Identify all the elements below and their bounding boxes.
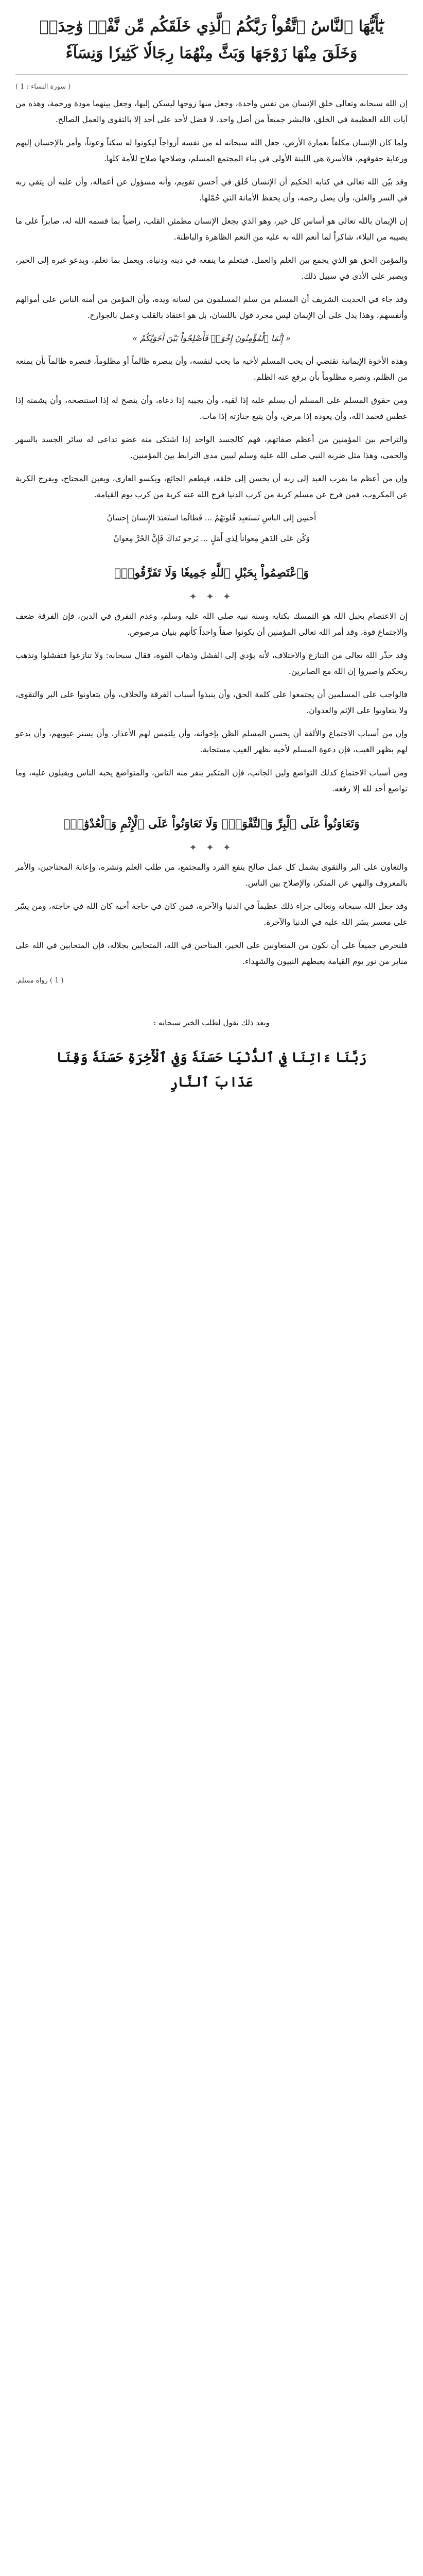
body-paragraph: وقد بيّن الله تعالى في كتابه الحكيم أن الإنسان خُلق في أحسن تقويم، وأنه مسؤول عن أعماله، وأن عليه أن يتقي ربه في السر والعلن، وأن يصل رحمه، وأن يحفظ الأمانة التي حُمّلها. xyxy=(15,177,408,202)
body-paragraph: وإن من أعظم ما يقرب العبد إلى ربه أن يحسن إلى خلقه، فيطعم الجائع، ويكسو العاري، ويعين المحتاج، ويفرج الكربة عن المكروب، فمن فرج عن مسلم كربة من كرب الدنيا فرج الله عنه كربة من كرب يوم القيامة. xyxy=(15,474,408,499)
opening-verse-banner: يَٰٓأَيُّهَا ٱلنَّاسُ ٱتَّقُواْ رَبَّكُمُ ٱلَّذِي خَلَقَكُم مِّن نَّفْسٖ وَٰحِدَةٖ وَخَلَقَ مِنْهَا زَوْجَهَا وَبَثَّ مِنْهُمَا رِجَالٗا كَثِيرٗا وَنِسَآءٗ xyxy=(15,10,408,75)
later-section xyxy=(15,608,408,797)
body-paragraph: وقد جعل الله سبحانه وتعالى جزاء ذلك عظيماً في الدنيا والآخرة، فمن كان في حاجة أخيه كان الله في حاجته، ومن يسّر على معسر يسّر الله عليه في الدنيا والآخرة. xyxy=(15,902,408,927)
body-paragraph: وقد حذّر الله تعالى من التنازع والاختلاف، لأنه يؤدي إلى الفشل وذهاب القوة، فقال سبحانه: ولا تنازعوا فتفشلوا وتذهب ريحكم واصبروا إن الله مع الصابرين. xyxy=(15,651,408,676)
closing-block xyxy=(15,1015,408,1095)
document-page xyxy=(15,10,408,2576)
closing-verse-banner: رَبَّنَا ءَاتِنَا فِي ٱلدُّنْيَا حَسَنَةٗ وَفِي ٱلْأٓخِرَةِ حَسَنَةٗ وَقِنَا عَذَابَ ٱلنَّارِ xyxy=(56,1050,367,1090)
body-paragraph: والتعاون على البر والتقوى يشمل كل عمل صالح ينفع الفرد والمجتمع، من طلب العلم ونشره، وإعانة المحتاجين، والأمر بالمعروف والنهي عن المنكر، والإصلاح بين الناس. xyxy=(15,862,408,888)
poem xyxy=(15,510,408,546)
section-one xyxy=(15,83,408,206)
quoted-verse: « إِنَّمَا ٱلْمُؤْمِنُونَ إِخْوَةٞ فَأَصْلِحُواْ بَيْنَ أَخَوَيْكُمْ » xyxy=(132,333,291,343)
body-paragraph: وهذه الأخوة الإيمانية تقتضي أن يحب المسلم لأخيه ما يحب لنفسه، وأن ينصره ظالماً أو مظلوماً، فنصره ظالماً بأن يمنعه من الظلم، ونصره مظلوماً بأن يرفع عنه الظلم. xyxy=(15,357,408,382)
body-paragraph: وإن من أسباب الاجتماع والألفة أن يحسن المسلم الظن بإخوانه، وأن يلتمس لهم الأعذار، وأن يستر عيوبهم، وأن يدعو لهم بظهر الغيب، فإن دعوة المسلم لأخيه بظهر الغيب مستجابة. xyxy=(15,729,408,754)
poem-line: أَحسِن إلى الناسِ تَستَعبِد قُلوبَهُمُ ... فَطالَما استَعبَدَ الإِنسانَ إِحسانُ xyxy=(107,513,316,522)
body-paragraph: إن الاعتصام بحبل الله هو التمسك بكتابه وسنة نبيه صلى الله عليه وسلم، وعدم التفرق في الدين، فإن الفرقة ضعف والاجتماع قوة، وقد أمر الله تعالى المؤمنين أن يكونوا صفاً واحداً كأنهم بنيان مرصوص. xyxy=(15,612,408,637)
body-paragraph: وقد جاء في الحديث الشريف أن المسلم من سلم المسلمون من لسانه ويده، وأن المؤمن من أمنه الناس على أموالهم وأنفسهم، وهذا يدل على أن الإيمان ليس مجرد قول باللسان، بل هو اعتقاد بالقلب وعمل بالجوارح. xyxy=(15,295,408,320)
ornament-divider: ✦ ✦ ✦ xyxy=(189,842,234,853)
body-paragraph: والمؤمن الحق هو الذي يجمع بين العلم والعمل، فيتعلم ما ينفعه في دينه ودنياه، ويعمل بما تعلم، ويدعو غيره إلى الخير، ويصبر على الأذى في سبيل ذلك. xyxy=(15,256,408,281)
footnote: ( 1 ) رواه مسلم. xyxy=(15,977,64,985)
body-paragraph: ومن حقوق المسلم على المسلم أن يسلم عليه إذا لقيه، وأن يجيبه إذا دعاه، وأن ينصح له إذا استنصحه، وأن يشمته إذا عطس فحمد الله، وأن يعوده إذا مرض، وأن يتبع جنازته إذا مات. xyxy=(15,396,408,421)
body-paragraph: ولما كان الإنسان مكلفاً بعمارة الأرض، جعل الله سبحانه له من نفسه أزواجاً ليكونوا له سكناً وعوناً، وأمر بالإحسان إليهم ورعاية حقوقهم، فالأسرة هي اللبنة الأولى في بناء المجتمع المسلم، وصلاحها صلاح للأمة كلها. xyxy=(15,138,408,163)
body-paragraph: إن الإيمان بالله تعالى هو أساس كل خير، وهو الذي يجعل الإنسان مطمئن القلب، راضياً بما قسمه الله له، صابراً على ما يصيبه من البلاء، شاكراً لما أنعم الله به عليه من النعم الظاهرة والباطنة. xyxy=(15,216,408,242)
body-paragraph: ومن أسباب الاجتماع كذلك التواضع ولين الجانب، فإن المتكبر ينفر منه الناس، والمتواضع يحبه الناس ويقبلون عليه، وما تواضع أحد لله إلا رفعه. xyxy=(15,768,408,793)
body-paragraph: والتراحم بين المؤمنين من أعظم صفاتهم، فهم كالجسد الواحد إذا اشتكى منه عضو تداعى له سائر الجسد بالسهر والحمى، وهذا مثل ضربه النبي صلى الله عليه وسلم ليبين مدى الترابط بين المؤمنين. xyxy=(15,435,408,460)
final-section xyxy=(15,859,408,970)
section-divider-verse: وَتَعَاوَنُواْ عَلَى ٱلْبِرِّ وَٱلتَّقْوَىٰۖ وَلَا تَعَاوَنُواْ عَلَى ٱلْإِثْمِ وَٱلْعُدْوَٰنِۚ xyxy=(63,817,360,831)
poem-line: وَكُن عَلى الدَهرِ مِعواناً لِذي أَمَلٍ ... يَرجو نَداكَ فَإِنَّ الحُرَّ مِعوانُ xyxy=(113,534,310,543)
ornament-divider: ✦ ✦ ✦ xyxy=(189,591,234,602)
section-two xyxy=(15,213,408,324)
body-paragraph: إن الله سبحانه وتعالى خلق الإنسان من نفس واحدة، وجعل منها زوجها ليسكن إليها، وجعل بينهما مودة ورحمة، وهذه من آيات الله العظيمة في الخلق، فالبشر جميعاً من أصل واحد، لا فضل لأحد على أحد إلا بالتقوى والعمل الصالح. xyxy=(15,99,408,124)
body-paragraph: فلنحرص جميعاً على أن نكون من المتعاونين على الخير، المتآخين في الله، المتحابين بجلاله، فإن المتحابين في الله على منابر من نور يوم القيامة يغبطهم النبيون والشهداء. xyxy=(15,941,408,966)
section-divider-verse: وَٱعْتَصِمُواْ بِحَبْلِ ٱللَّهِ جَمِيعٗا وَلَا تَفَرَّقُواْۚ xyxy=(114,566,309,580)
body-paragraph: فالواجب على المسلمين أن يجتمعوا على كلمة الحق، وأن ينبذوا أسباب الفرقة والخلاف، وأن يتعاونوا على البر والتقوى، ولا يتعاونوا على الإثم والعدوان. xyxy=(15,690,408,715)
verse-reference: ( سورة النساء : 1 ) xyxy=(15,83,71,91)
middle-section xyxy=(15,353,408,503)
closing-text: وبعد ذلك نقول لطلب الخير سبحانه : xyxy=(153,1018,270,1027)
